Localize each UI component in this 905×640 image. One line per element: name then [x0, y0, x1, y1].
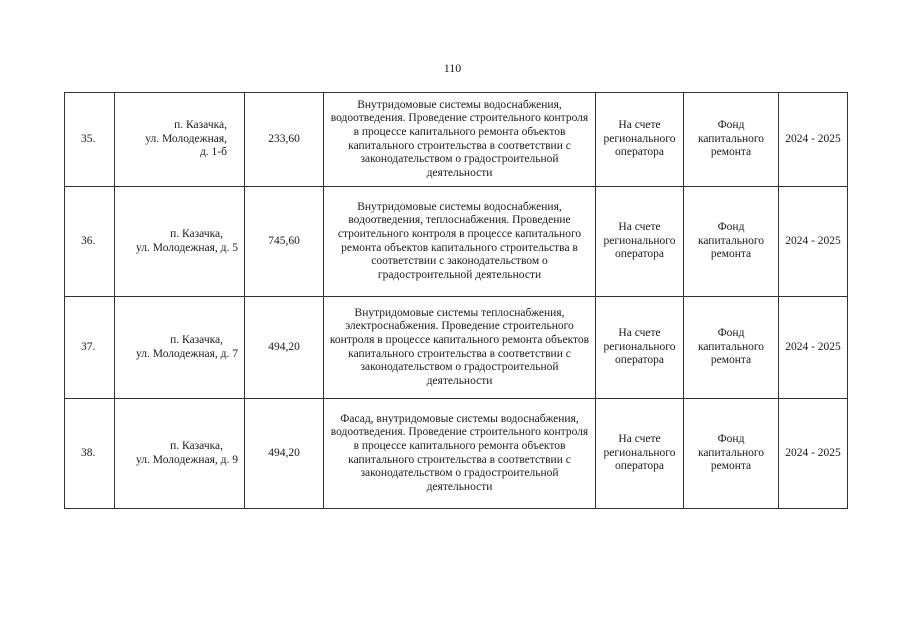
table-row: [65, 187, 848, 297]
account-cell: На счете регионального оператора: [596, 297, 684, 399]
page-number: 110: [443, 61, 462, 75]
address-line: п. Казачка,: [170, 227, 223, 240]
fund-cell: Фонд капитального ремонта: [684, 297, 779, 399]
fund-cell: Фонд капитального ремонта: [684, 187, 779, 297]
address-line: п. Казачка,: [170, 333, 223, 346]
work-description: Внутридомовые системы теплоснабжения, электроснабжения. Проведение строительного контроля в процессе капитального ремонта объектов капитального строительства в соответствии с законодательством о градостроительной деятельности: [324, 297, 596, 399]
fund-cell: Фонд капитального ремонта: [684, 93, 779, 187]
account-cell: На счете регионального оператора: [596, 187, 684, 297]
area-cell: 233,60: [245, 93, 324, 187]
account-cell: На счете регионального оператора: [596, 399, 684, 509]
period-cell: 2024 - 2025: [779, 399, 848, 509]
address-cell: [115, 297, 245, 399]
table-row: [65, 399, 848, 509]
address-cell: [115, 399, 245, 509]
row-number: 37.: [65, 297, 115, 399]
repair-table: [64, 92, 848, 509]
address-line: ул. Молодежная, д. 5: [136, 241, 238, 254]
area-cell: 494,20: [245, 297, 324, 399]
work-description: Внутридомовые системы водоснабжения, водоотведения, теплоснабжения. Проведение строительного контроля в процессе капитального ремонта объектов капитального строительства в соответствии с законодательством о градостроительной деятельности: [324, 187, 596, 297]
address-line: ул. Молодежная, д. 9: [136, 453, 238, 466]
table-row: [65, 297, 848, 399]
row-number: 35.: [65, 93, 115, 187]
address-line: п. Казачка,: [174, 119, 227, 132]
work-description: Фасад, внутридомовые системы водоснабжения, водоотведения. Проведение строительного контроля в процессе капитального ремонта объектов капитального строительства в соответствии с законодательством о градостроительной деятельности: [324, 399, 596, 509]
period-cell: 2024 - 2025: [779, 93, 848, 187]
address-line: ул. Молодежная,: [145, 132, 227, 145]
account-cell: На счете регионального оператора: [596, 93, 684, 187]
address-line: п. Казачка,: [170, 439, 223, 452]
address-cell: [115, 93, 245, 187]
period-cell: 2024 - 2025: [779, 297, 848, 399]
table-row: [65, 93, 848, 187]
fund-cell: Фонд капитального ремонта: [684, 399, 779, 509]
address-cell: [115, 187, 245, 297]
row-number: 36.: [65, 187, 115, 297]
area-cell: 745,60: [245, 187, 324, 297]
work-description: Внутридомовые системы водоснабжения, водоотведения. Проведение строительного контроля в процессе капитального ремонта объектов капитального строительства в соответствии с законодательством о градостроительной деятельности: [324, 93, 596, 187]
area-cell: 494,20: [245, 399, 324, 509]
address-line: ул. Молодежная, д. 7: [136, 347, 238, 360]
address-line: д. 1-б: [199, 146, 227, 159]
row-number: 38.: [65, 399, 115, 509]
period-cell: 2024 - 2025: [779, 187, 848, 297]
